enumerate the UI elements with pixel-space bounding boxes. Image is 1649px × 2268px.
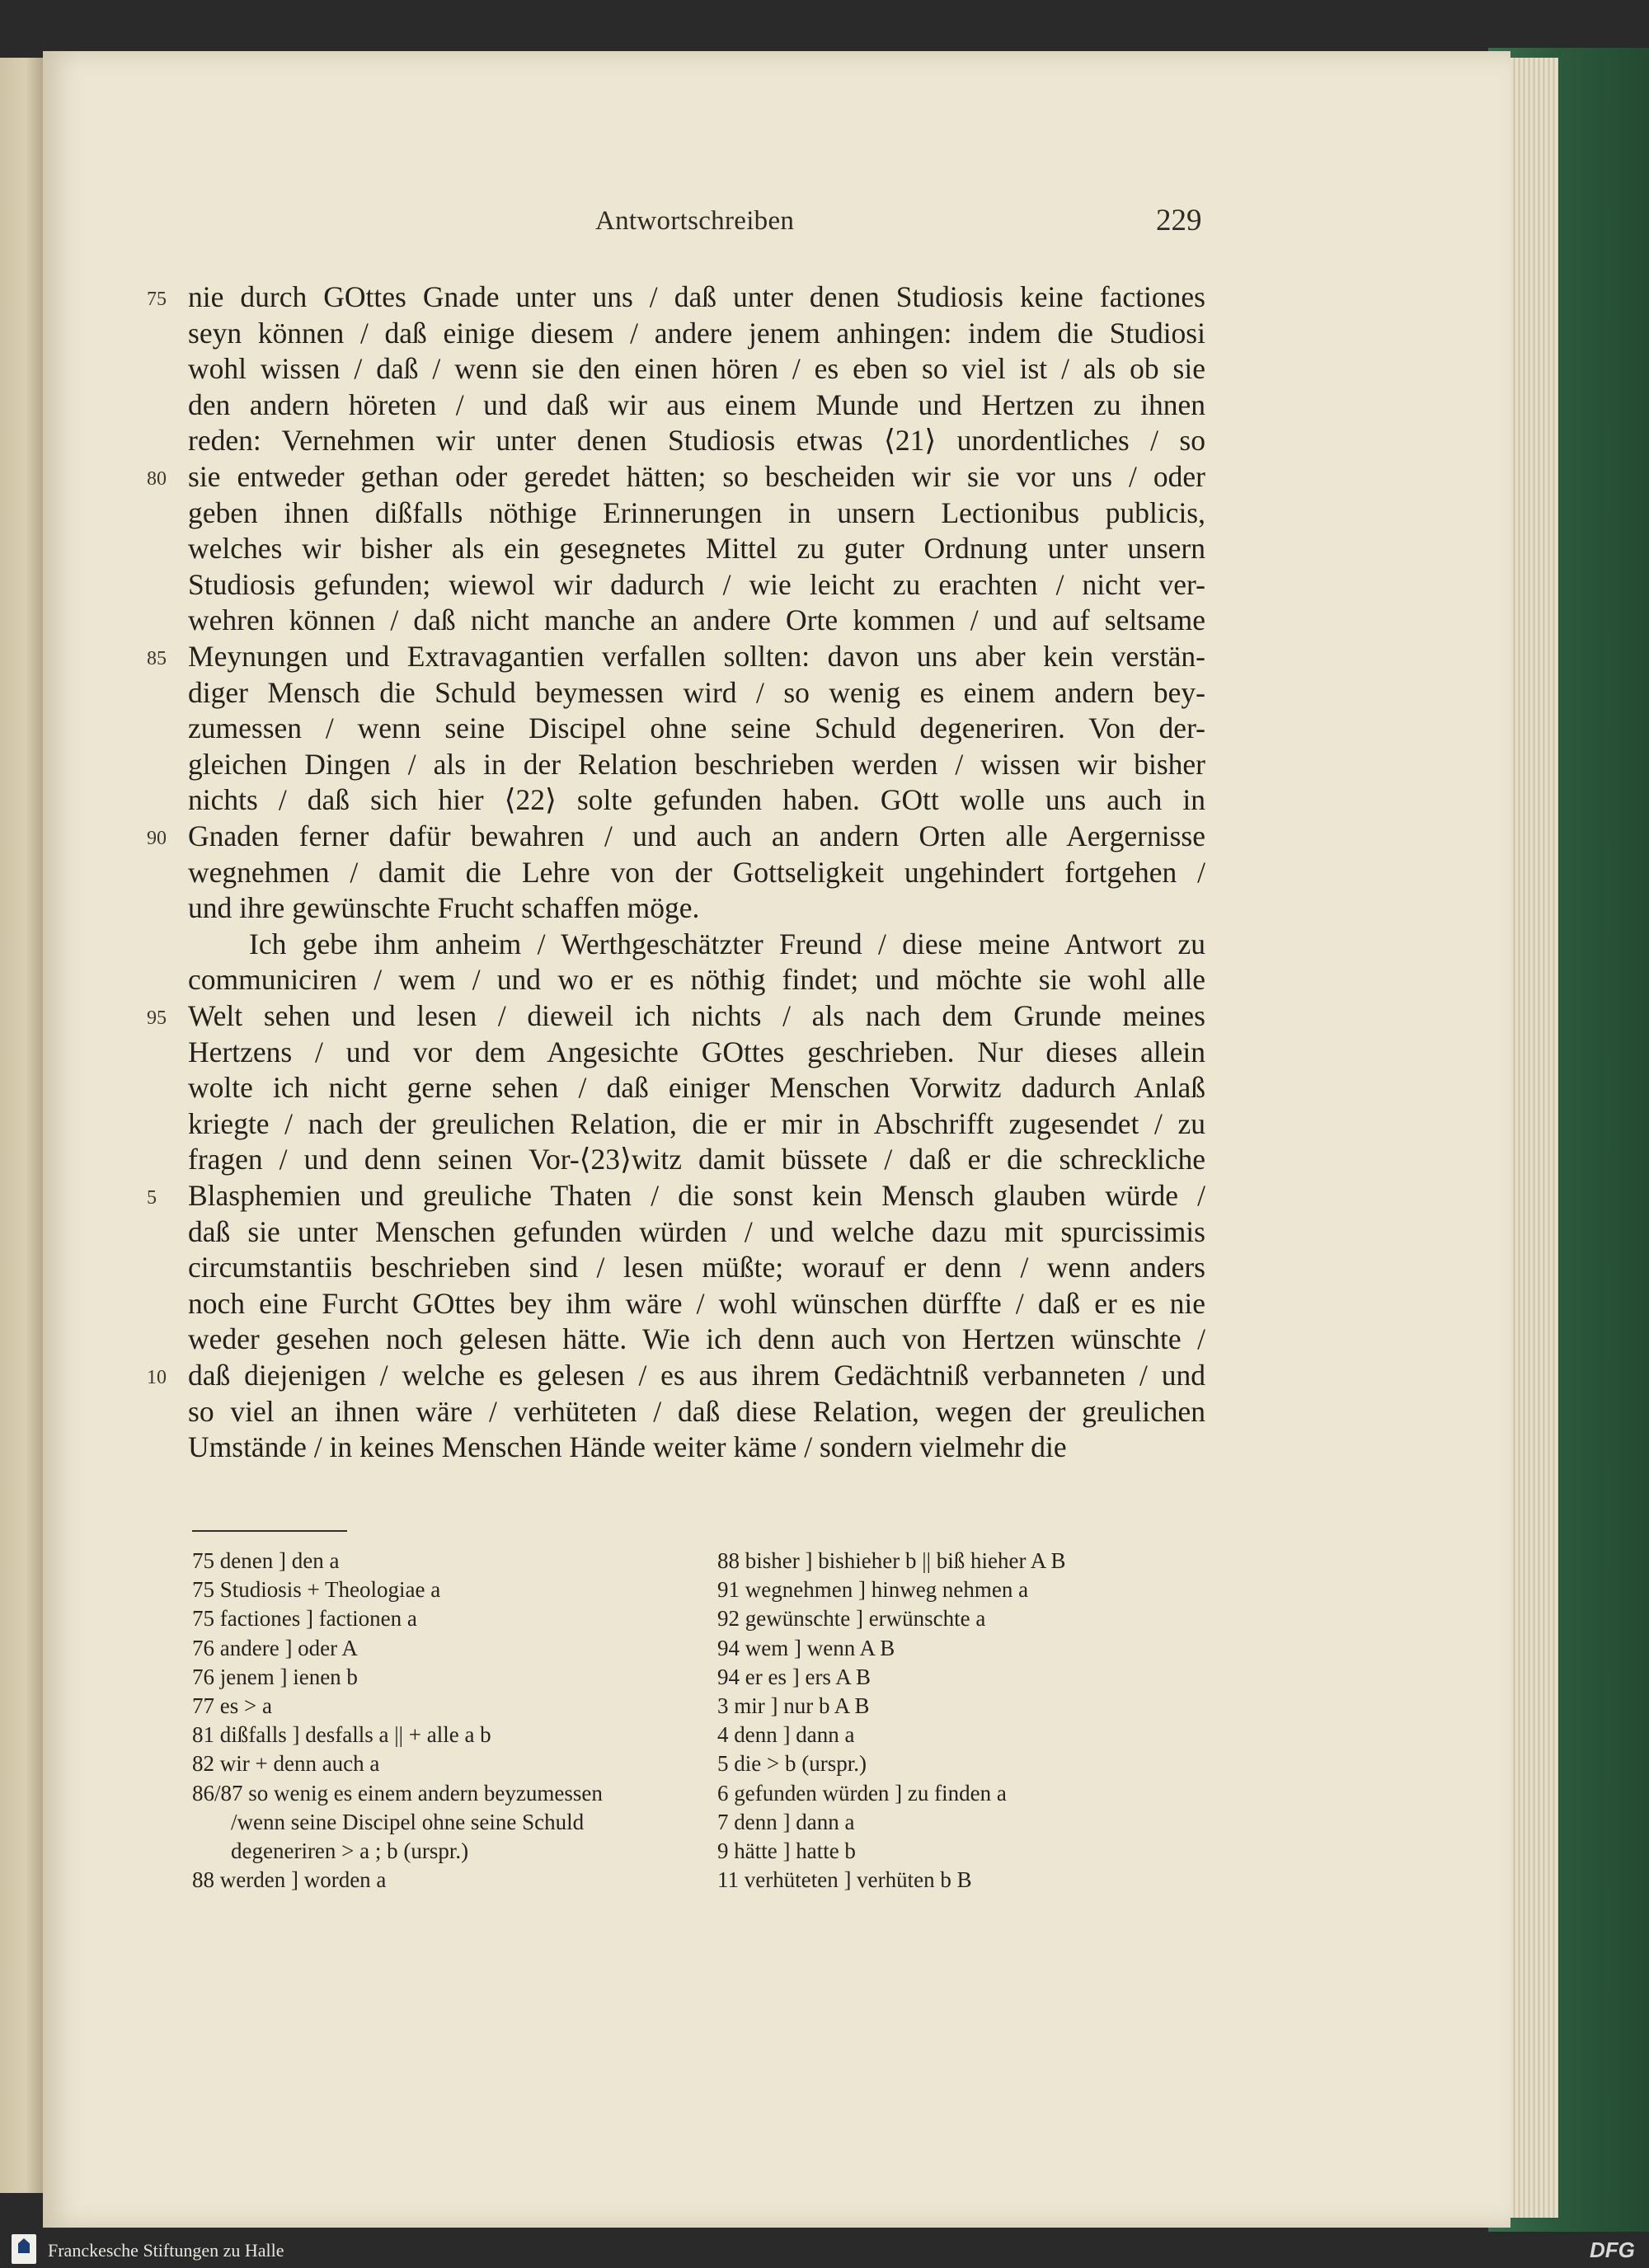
text-line: communiciren / wem / und wo er es nöthig findet; und möchte sie wohl alle xyxy=(188,963,1205,997)
footnote-entry: 88 werden ] worden a xyxy=(192,1867,387,1893)
text-line: gleichen Dingen / als in der Relation beschrieben werden / wissen wir bisher xyxy=(188,747,1205,781)
text-line: nichts / daß sich hier ⟨22⟩ solte gefunden haben. GOtt wolle uns auch in xyxy=(188,783,1205,817)
text-line: wegnehmen / damit die Lehre von der Gottseligkeit ungehindert fortgehen / xyxy=(188,855,1205,889)
text-line: wehren können / daß nicht manche an andere Orte kommen / und auf seltsame xyxy=(188,603,1205,637)
text-line: welches wir bisher als ein gesegnetes Mittel zu guter Ordnung unter unsern xyxy=(188,532,1205,566)
text-line: wohl wissen / daß / wenn sie den einen hören / es eben so viel ist / als ob sie xyxy=(188,352,1205,386)
text-line: nie durch GOttes Gnade unter uns / daß unter denen Studiosis keine factiones xyxy=(188,280,1205,313)
footnote-entry: 77 es > a xyxy=(192,1693,272,1718)
institution-logo-icon xyxy=(12,2234,36,2264)
footnote-entry: 4 denn ] dann a xyxy=(717,1722,855,1748)
footnote-entry: 3 mir ] nur b A B xyxy=(717,1693,870,1718)
text-line: fragen / und denn seinen Vor-⟨23⟩witz damit büssete / daß er die schreckliche xyxy=(188,1143,1205,1176)
line-number: 10 xyxy=(147,1367,167,1388)
footer-institution[interactable]: Franckesche Stiftungen zu Halle xyxy=(48,2240,284,2261)
footnote-entry: 81 dißfalls ] desfalls a || + alle a b xyxy=(192,1722,491,1748)
footnote-entry: 11 verhüteten ] verhüten b B xyxy=(717,1867,972,1893)
text-line: geben ihnen dißfalls nöthige Erinnerungen in unsern Lectionibus publicis, xyxy=(188,495,1205,529)
text-line: Welt sehen und lesen / dieweil ich nichts / als nach dem Grunde meines xyxy=(188,999,1205,1032)
footnote-entry: 5 die > b (urspr.) xyxy=(717,1751,867,1777)
line-number: 85 xyxy=(147,648,167,669)
footnote-entry: /wenn seine Discipel ohne seine Schuld xyxy=(231,1809,585,1834)
line-number: 5 xyxy=(147,1187,157,1209)
text-line: Umstände / in keines Menschen Hände weiter käme / sondern vielmehr die xyxy=(188,1430,1067,1464)
text-line: zumessen / wenn seine Discipel ohne seine Schuld degeneriren. Von der- xyxy=(188,711,1205,745)
footnote-entry: 94 er es ] ers A B xyxy=(717,1664,871,1689)
running-head: Antwortschreiben xyxy=(595,206,795,236)
footnote-entry: degeneriren > a ; b (urspr.) xyxy=(231,1838,469,1863)
text-line: diger Mensch die Schuld beymessen wird / so wenig es einem andern bey- xyxy=(188,675,1205,709)
text-line: so viel an ihnen wäre / verhüteten / daß diese Relation, wegen der greulichen xyxy=(188,1394,1205,1428)
text-line: Gnaden ferner dafür bewahren / und auch an andern Orten alle Aergernisse xyxy=(188,819,1205,852)
text-line: sie entweder gethan oder geredet hätten; so bescheiden wir sie vor uns / oder xyxy=(188,460,1205,493)
footnote-entry: 86/87 so wenig es einem andern beyzumessen xyxy=(192,1780,603,1805)
text-line: den andern höreten / und daß wir aus einem Munde und Hertzen zu ihnen xyxy=(188,387,1205,421)
text-line: daß diejenigen / welche es gelesen / es aus ihrem Gedächtniß verbanneten / und xyxy=(188,1359,1205,1392)
footnote-entry: 76 jenem ] ienen b xyxy=(192,1664,358,1689)
text-line: Blasphemien und greuliche Thaten / die sonst kein Mensch glauben würde / xyxy=(188,1179,1205,1212)
line-number: 80 xyxy=(147,468,167,490)
footnote-entry: 75 denen ] den a xyxy=(192,1548,340,1573)
page-number: 229 xyxy=(1156,204,1202,237)
line-number: 90 xyxy=(147,828,167,849)
footnote-entry: 76 andere ] oder A xyxy=(192,1635,358,1660)
text-line: Ich gebe ihm anheim / Werthgeschätzter Freund / diese meine Antwort zu xyxy=(249,927,1205,960)
text-line: Meynungen und Extravagantien verfallen sollten: davon uns aber kein verstän- xyxy=(188,640,1205,673)
footnote-entry: 94 wem ] wenn A B xyxy=(717,1635,895,1660)
text-line: reden: Vernehmen wir unter denen Studiosis etwas ⟨21⟩ unordentliches / so xyxy=(188,424,1205,458)
text-line: und ihre gewünschte Frucht schaffen möge. xyxy=(188,891,700,925)
footnote-entry: 75 Studiosis + Theologiae a xyxy=(192,1577,441,1603)
text-line: seyn können / daß einige diesem / andere jenem anhingen: indem die Studiosi xyxy=(188,316,1205,350)
footnote-entry: 7 denn ] dann a xyxy=(717,1809,855,1834)
footnote-entry: 88 bisher ] bishieher b || biß hieher A B xyxy=(717,1548,1066,1573)
text-line: weder gesehen noch gelesen hätte. Wie ich denn auch von Hertzen wünschte / xyxy=(188,1322,1205,1356)
text-line: noch eine Furcht GOttes bey ihm wäre / wohl wünschen dürffte / daß er es nie xyxy=(188,1286,1205,1320)
facing-page-edge xyxy=(0,58,43,2193)
footnote-entry: 92 gewünschte ] erwünschte a xyxy=(717,1606,986,1632)
text-line: Hertzens / und vor dem Angesichte GOttes geschrieben. Nur dieses allein xyxy=(188,1035,1205,1068)
footnote-rule xyxy=(192,1530,347,1532)
footnote-entry: 6 gefunden würden ] zu finden a xyxy=(717,1780,1007,1805)
text-line: daß sie unter Menschen gefunden würden / und welche dazu mit spurcissimis xyxy=(188,1214,1205,1248)
line-number: 95 xyxy=(147,1007,167,1029)
footnote-entry: 75 factiones ] factionen a xyxy=(192,1606,417,1632)
footnote-entry: 9 hätte ] hatte b xyxy=(717,1838,856,1863)
line-number: 75 xyxy=(147,289,167,310)
footnote-entry: 91 wegnehmen ] hinweg nehmen a xyxy=(717,1577,1029,1603)
text-line: Studiosis gefunden; wiewol wir dadurch / wie leicht zu erachten / nicht ver- xyxy=(188,567,1205,601)
footnote-entry: 82 wir + denn auch a xyxy=(192,1751,380,1777)
text-line: wolte ich nicht gerne sehen / daß einiger Menschen Vorwitz dadurch Anlaß xyxy=(188,1071,1205,1105)
dfg-logo[interactable]: DFG xyxy=(1590,2237,1635,2262)
text-line: kriegte / nach der greulichen Relation, die er mir in Abschrifft zugesendet / zu xyxy=(188,1106,1205,1140)
text-line: circumstantiis beschrieben sind / lesen müßte; worauf er denn / wenn anders xyxy=(188,1251,1205,1284)
